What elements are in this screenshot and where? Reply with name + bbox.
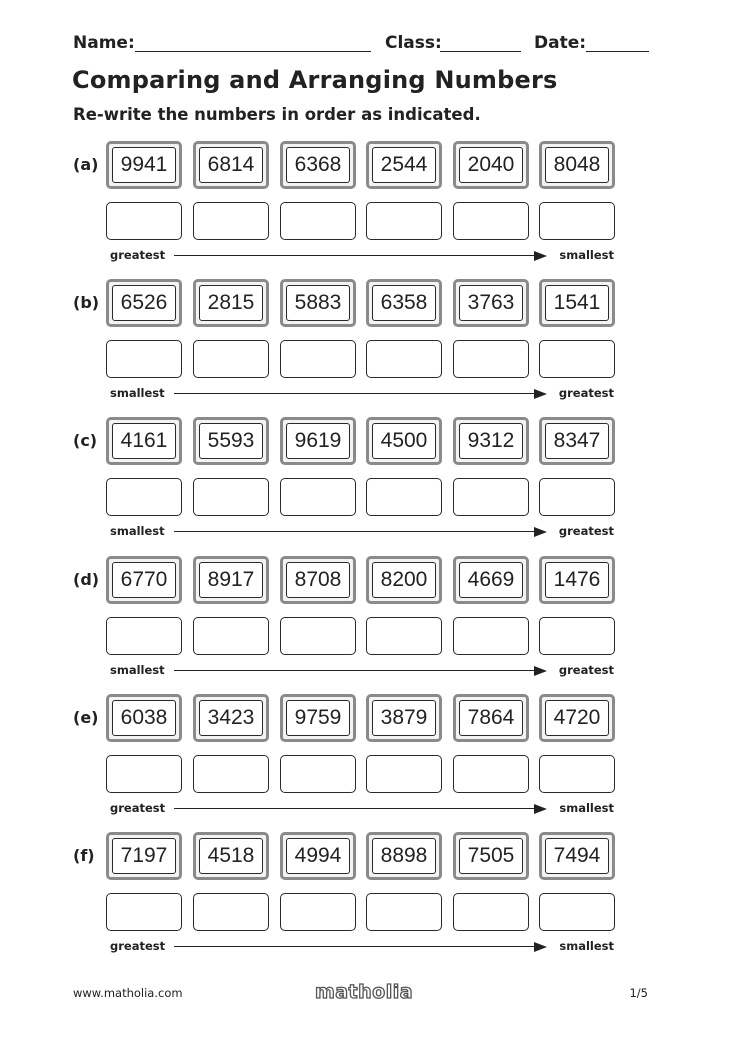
order-start-label: greatest [110,801,166,815]
number-box [366,141,442,189]
answer-box[interactable] [193,340,269,378]
number-box [193,556,269,604]
problem-row [0,279,736,405]
number-box [193,141,269,189]
order-direction-arrow [108,386,614,402]
footer-url: www.matholia.com [73,986,183,1000]
number-value: 8917 [199,562,263,598]
number-box [106,832,182,880]
matholia-logo: matholia [314,981,414,1003]
order-start-label: smallest [110,524,165,538]
number-box [453,694,529,742]
order-start-label: smallest [110,386,165,400]
answer-box[interactable] [366,478,442,516]
number-value: 3423 [199,700,263,736]
answer-box[interactable] [280,340,356,378]
problem-label: (d) [73,570,100,589]
number-value: 1541 [545,285,609,321]
number-box [539,141,615,189]
order-end-label: smallest [559,939,614,953]
answer-box[interactable] [106,478,182,516]
number-box [106,141,182,189]
number-value: 7197 [112,838,176,874]
arrow-right-icon [534,666,547,676]
answer-box[interactable] [106,617,182,655]
answer-box[interactable] [280,755,356,793]
number-value: 4161 [112,423,176,459]
order-end-label: greatest [558,386,614,400]
number-box [280,832,356,880]
number-box [106,556,182,604]
number-value: 6526 [112,285,176,321]
number-value: 9619 [286,423,350,459]
number-box [280,279,356,327]
order-end-label: greatest [558,663,614,677]
problem-label: (e) [73,708,99,727]
answer-box[interactable] [280,202,356,240]
answer-box[interactable] [193,202,269,240]
number-box [366,832,442,880]
order-start-label: greatest [110,939,166,953]
number-value: 6770 [112,562,176,598]
number-box [539,417,615,465]
number-value: 8347 [545,423,609,459]
name-label: Name: [73,33,135,53]
number-value: 1476 [545,562,609,598]
order-end-label: smallest [559,248,614,262]
date-label: Date: [534,33,587,53]
answer-box[interactable] [539,617,615,655]
answer-box[interactable] [280,478,356,516]
answer-box[interactable] [193,617,269,655]
number-box [366,556,442,604]
answer-box[interactable] [453,893,529,931]
student-info-header [73,33,663,55]
number-box [366,279,442,327]
number-box [453,279,529,327]
order-direction-arrow [108,801,614,817]
instructions: Re-write the numbers in order as indicated. [73,105,481,124]
order-start-label: smallest [110,663,165,677]
number-box [539,279,615,327]
order-direction-arrow [108,248,614,264]
answer-box[interactable] [539,755,615,793]
arrow-right-icon [534,251,547,261]
number-value: 5883 [286,285,350,321]
number-value: 5593 [199,423,263,459]
number-value: 2815 [199,285,263,321]
order-end-label: smallest [559,801,614,815]
number-box [539,832,615,880]
number-value: 4500 [372,423,436,459]
problem-label: (c) [73,431,98,450]
class-field[interactable] [440,51,521,52]
arrow-line [174,531,534,532]
number-value: 8708 [286,562,350,598]
number-box [280,556,356,604]
problem-row [0,556,736,682]
number-box [453,417,529,465]
answer-box[interactable] [539,340,615,378]
answer-box[interactable] [539,202,615,240]
number-value: 4518 [199,838,263,874]
number-value: 9941 [112,147,176,183]
number-box [280,417,356,465]
answer-box[interactable] [106,755,182,793]
number-box [106,279,182,327]
number-value: 7864 [459,700,523,736]
number-box [453,556,529,604]
answer-box[interactable] [539,478,615,516]
answer-box[interactable] [106,340,182,378]
number-value: 6814 [199,147,263,183]
answer-box[interactable] [366,893,442,931]
arrow-line [174,670,534,671]
number-box [453,832,529,880]
arrow-line [174,808,534,809]
order-direction-arrow [108,524,614,540]
name-field[interactable] [135,51,371,52]
arrow-right-icon [534,804,547,814]
problem-label: (f) [73,846,95,865]
problem-label: (b) [73,293,100,312]
order-end-label: greatest [558,524,614,538]
problem-row [0,694,736,820]
number-value: 8048 [545,147,609,183]
number-box [193,832,269,880]
problem-row [0,832,736,958]
answer-box[interactable] [453,478,529,516]
answer-box[interactable] [193,478,269,516]
number-box [366,694,442,742]
answer-box[interactable] [366,617,442,655]
arrow-right-icon [534,527,547,537]
arrow-right-icon [534,942,547,952]
page-number: 1/5 [629,986,648,1000]
answer-box[interactable] [453,340,529,378]
answer-box[interactable] [193,893,269,931]
order-direction-arrow [108,663,614,679]
number-value: 3763 [459,285,523,321]
order-direction-arrow [108,939,614,955]
answer-box[interactable] [366,202,442,240]
answer-box[interactable] [366,755,442,793]
answer-box[interactable] [539,893,615,931]
problem-row [0,417,736,543]
arrow-line [174,946,534,947]
number-box [193,694,269,742]
number-value: 7494 [545,838,609,874]
number-value: 6368 [286,147,350,183]
number-value: 4994 [286,838,350,874]
date-field[interactable] [586,51,649,52]
number-value: 4720 [545,700,609,736]
number-value: 2040 [459,147,523,183]
answer-box[interactable] [106,202,182,240]
problem-label: (a) [73,155,99,174]
answer-box[interactable] [280,893,356,931]
number-value: 8200 [372,562,436,598]
answer-box[interactable] [453,202,529,240]
arrow-line [174,393,534,394]
worksheet-title: Comparing and Arranging Numbers [72,66,558,94]
class-label: Class: [385,33,442,53]
number-value: 4669 [459,562,523,598]
number-value: 8898 [372,838,436,874]
answer-box[interactable] [280,617,356,655]
number-box [106,694,182,742]
number-box [280,694,356,742]
number-box [193,417,269,465]
number-box [193,279,269,327]
number-value: 7505 [459,838,523,874]
problem-row [0,141,736,267]
arrow-right-icon [534,389,547,399]
arrow-line [174,255,534,256]
order-start-label: greatest [110,248,166,262]
number-value: 6358 [372,285,436,321]
answer-box[interactable] [106,893,182,931]
number-box [280,141,356,189]
number-box [453,141,529,189]
answer-box[interactable] [453,617,529,655]
number-box [106,417,182,465]
number-box [539,556,615,604]
number-value: 3879 [372,700,436,736]
number-box [539,694,615,742]
number-value: 9312 [459,423,523,459]
answer-box[interactable] [193,755,269,793]
number-value: 2544 [372,147,436,183]
number-box [366,417,442,465]
answer-box[interactable] [453,755,529,793]
number-value: 9759 [286,700,350,736]
number-value: 6038 [112,700,176,736]
answer-box[interactable] [366,340,442,378]
